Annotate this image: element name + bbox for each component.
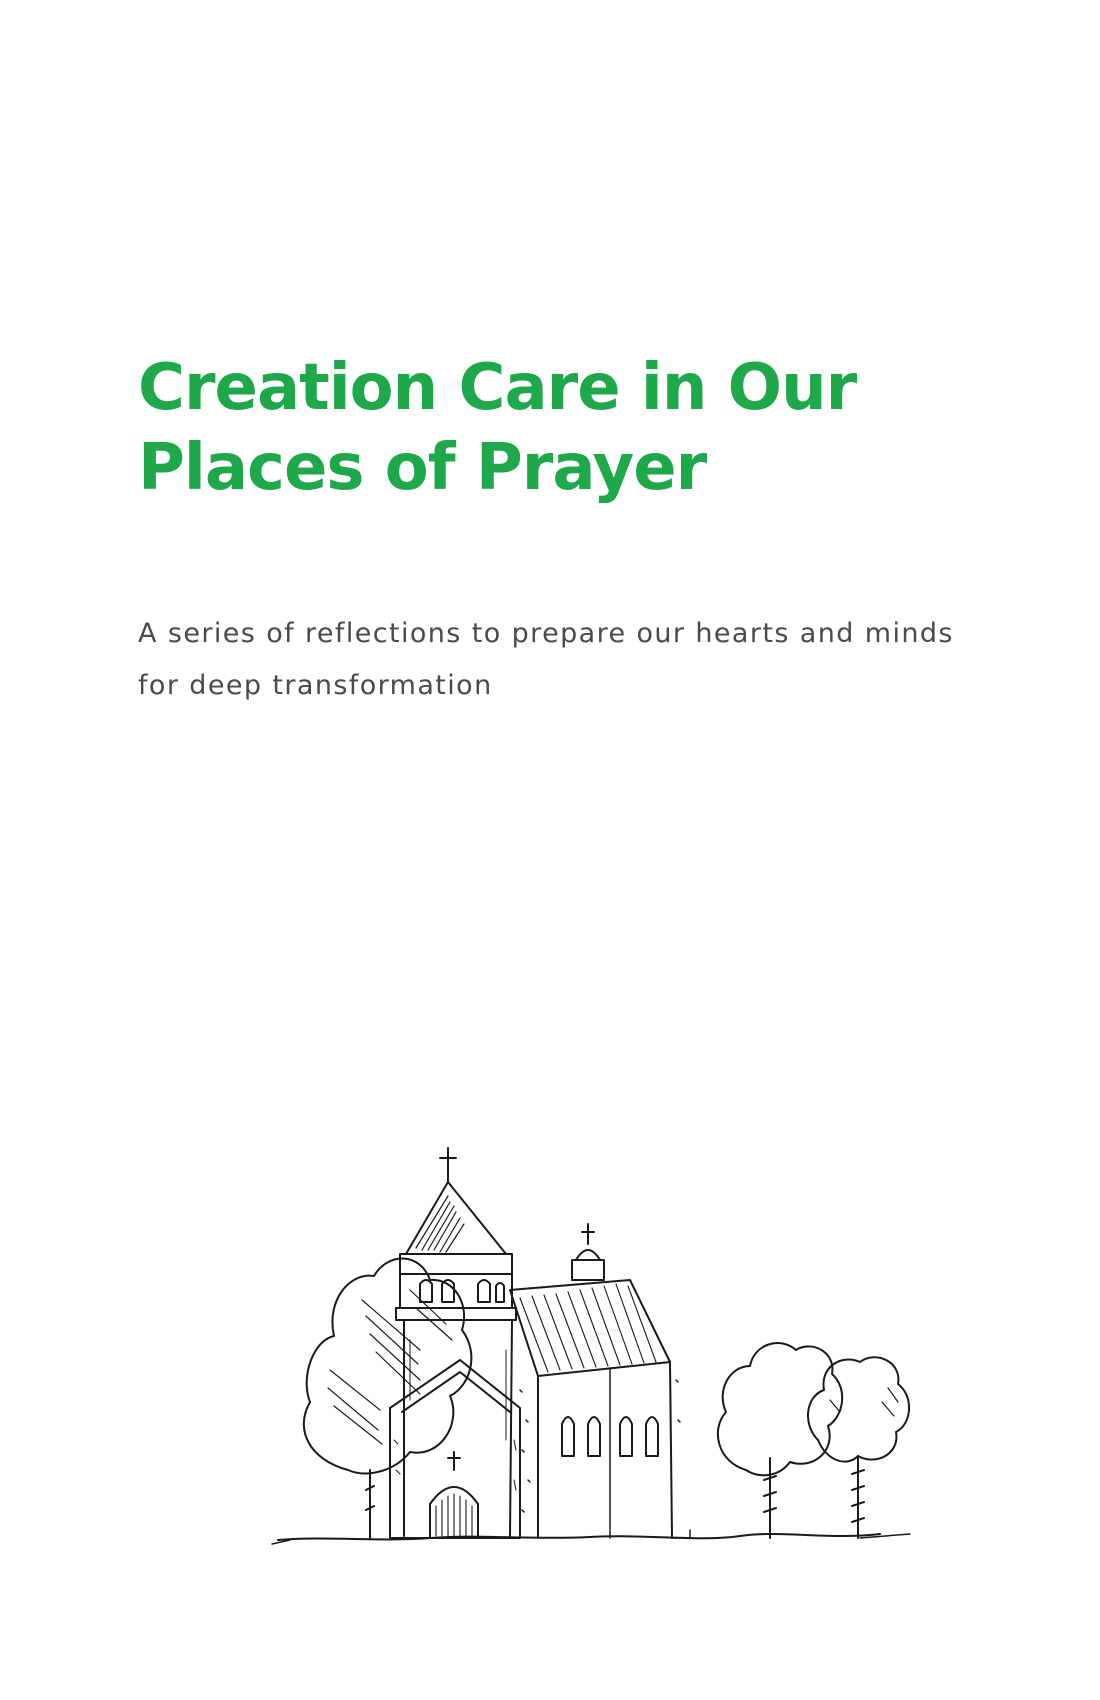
subtitle-line-2: for deep transformation xyxy=(138,670,493,701)
church-tower xyxy=(396,1148,516,1536)
ground-line xyxy=(278,1534,880,1540)
page-title xyxy=(138,348,1038,508)
title-line-2: Places of Prayer xyxy=(138,431,707,505)
church-sketch-icon xyxy=(270,1140,950,1560)
subtitle-line-1: A series of reflections to prepare our hearts and minds xyxy=(138,618,954,649)
page-subtitle xyxy=(138,608,1038,712)
church-nave xyxy=(510,1224,690,1538)
left-tree xyxy=(304,1258,472,1538)
title-line-1: Creation Care in Our xyxy=(138,351,857,425)
right-trees xyxy=(718,1343,909,1538)
